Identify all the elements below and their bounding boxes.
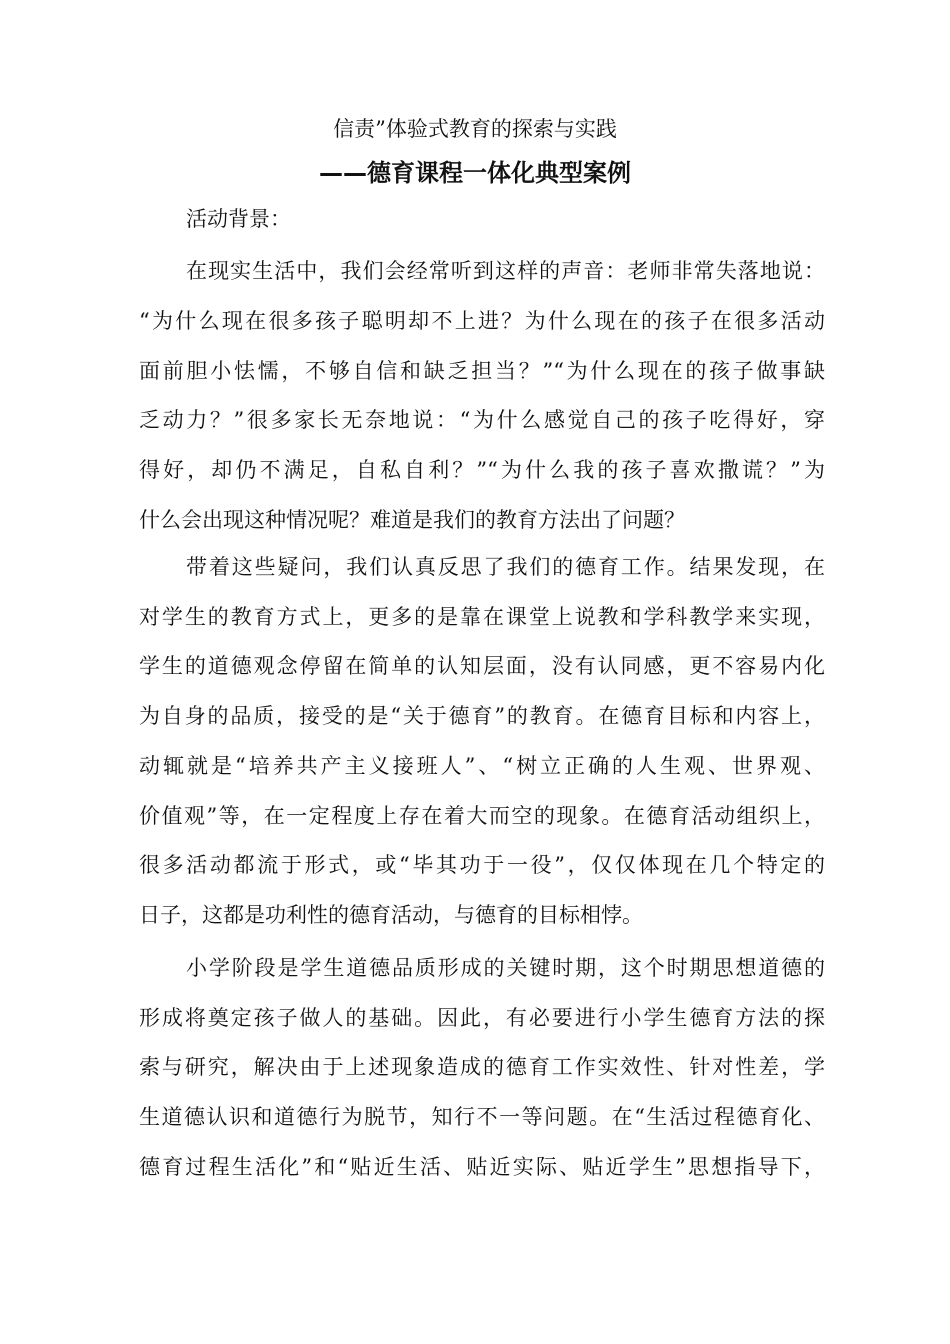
section-heading: 活动背景： (186, 207, 291, 231)
paragraph-line: 生道德认识和道德行为脱节，知行不一等问题。在“生活过程德育化、 (139, 1105, 825, 1129)
document-subtitle: ——德育课程一体化典型案例 (319, 159, 631, 187)
paragraph-line: 为自身的品质，接受的是“关于德育”的教育。在德育目标和内容上， (139, 704, 825, 728)
paragraph-line: 面前胆小怯懦，不够自信和缺乏担当？”“为什么现在的孩子做事缺 (139, 359, 825, 383)
paragraph-line: 学生的道德观念停留在简单的认知层面，没有认同感，更不容易内化 (139, 654, 825, 678)
paragraph-line: 德育过程生活化”和“贴近生活、贴近实际、贴近学生”思想指导下， (139, 1155, 825, 1179)
document-title: 信责”体验式教育的探索与实践 (333, 117, 617, 141)
paragraph-line: 得好，却仍不满足，自私自利？”“为什么我的孩子喜欢撒谎？”为 (139, 458, 825, 482)
paragraph-line: 形成将奠定孩子做人的基础。因此，有必要进行小学生德育方法的探 (139, 1006, 825, 1030)
paragraph-line: 价值观”等，在一定程度上存在着大而空的现象。在德育活动组织上， (139, 804, 825, 828)
paragraph-line: 动辄就是“培养共产主义接班人”、“树立正确的人生观、世界观、 (139, 754, 825, 778)
paragraph-line: 索与研究，解决由于上述现象造成的德育工作实效性、针对性差，学 (139, 1055, 825, 1079)
paragraph-line: 在现实生活中，我们会经常听到这样的声音：老师非常失落地说： (186, 259, 825, 283)
paragraph-line: 很多活动都流于形式，或“毕其功于一役”，仅仅体现在几个特定的 (139, 853, 825, 877)
paragraph-line: 对学生的教育方式上，更多的是靠在课堂上说教和学科教学来实现， (139, 605, 825, 629)
paragraph-line: 什么会出现这种情况呢？难道是我们的教育方法出了问题？ (139, 508, 685, 532)
paragraph-line: 日子，这都是功利性的德育活动，与德育的目标相悖。 (139, 903, 643, 927)
paragraph-line: “为什么现在很多孩子聪明却不上进？为什么现在的孩子在很多活动 (139, 309, 825, 333)
paragraph-line: 带着这些疑问，我们认真反思了我们的德育工作。结果发现，在 (186, 555, 825, 579)
paragraph-line: 小学阶段是学生道德品质形成的关键时期，这个时期思想道德的 (186, 956, 825, 980)
paragraph-line: 乏动力？”很多家长无奈地说：“为什么感觉自己的孩子吃得好，穿 (139, 408, 825, 432)
